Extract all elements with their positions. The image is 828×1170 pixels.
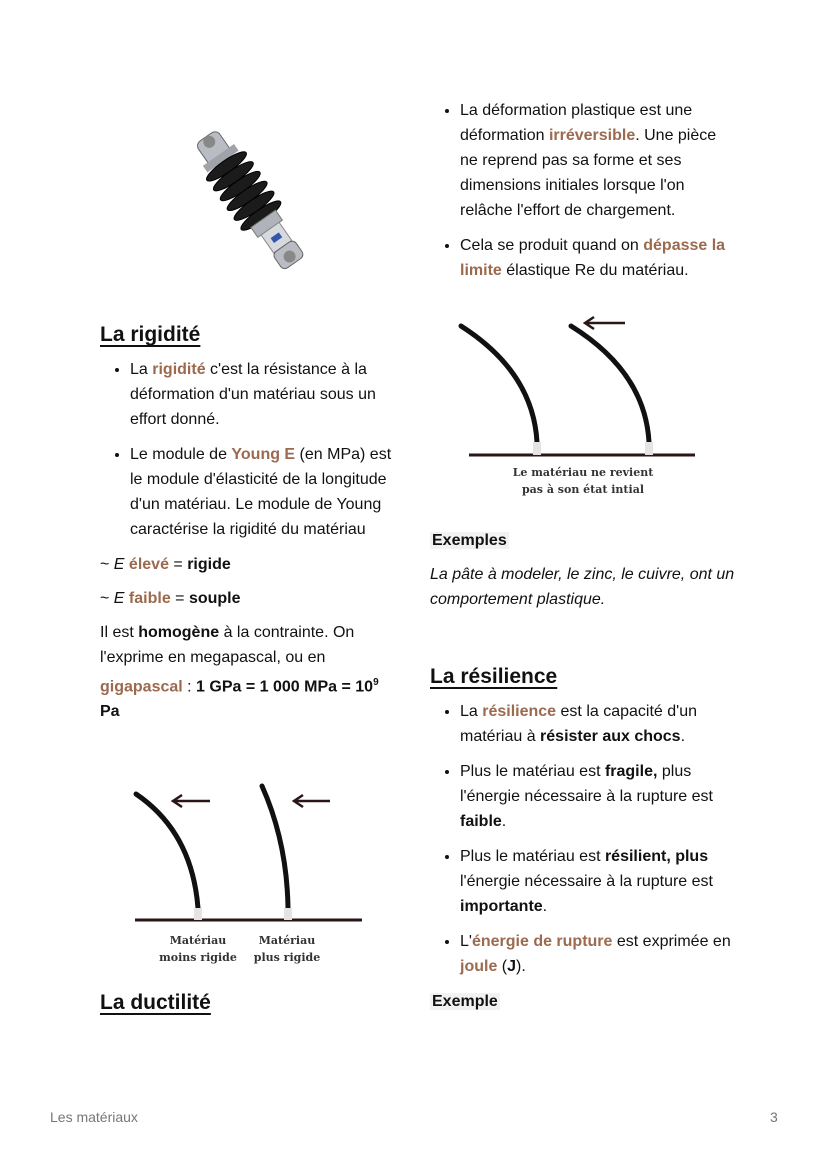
list-item: • La résilience est la capacité d'un matériau à résister aux chocs. xyxy=(460,699,740,749)
unit-paragraph: Il est homogène à la contrainte. On l'exprime en megapascal, ou en gigapascal : 1 GPa = 1 000 MPa = $10^9$ Pa xyxy=(100,624,379,721)
rigid-line: ~ E élevé = rigide xyxy=(100,556,231,573)
rigidity-figure xyxy=(130,780,370,930)
right-column-top xyxy=(430,98,735,293)
list-item: • La déformation plastique est une déformation irréversible. Une pièce ne reprend pas sa forme et ses dimensions initiales lorsque l'on relâche l'effort de chargement. xyxy=(460,98,735,223)
page-number: 3 xyxy=(770,1109,778,1125)
list-item: • L'énergie de rupture est exprimée en joule (J). xyxy=(460,929,740,979)
plastic-deformation-figure xyxy=(455,312,700,462)
exemple-heading: Exemple xyxy=(432,993,498,1010)
left-column xyxy=(100,322,400,724)
figure-caption: Matériau moins rigide xyxy=(159,934,237,964)
section-title-rigidite: La rigidité xyxy=(100,323,201,346)
souple-line: ~ E faible = souple xyxy=(100,590,241,607)
list-item: • Cela se produit quand on dépasse la limite élastique Re du matériau. xyxy=(460,233,735,283)
exemples-text: La pâte à modeler, le zinc, le cuivre, ont un comportement plastique. xyxy=(430,566,735,608)
list-item: • Le module de Young E (en MPa) est le module d'élasticité de la longitude d'un matériau. Le module de Young caractérise la rigidité du matériau xyxy=(130,442,400,542)
list-item: • Plus le matériau est fragile, plus l'énergie nécessaire à la rupture est faible. xyxy=(460,759,740,834)
plastique-list xyxy=(430,98,735,283)
rigidite-list xyxy=(100,357,400,542)
figure-caption: Le matériau ne revient pas à son état intial xyxy=(512,466,654,496)
footer-title: Les matériaux xyxy=(50,1109,138,1125)
shock-absorber-image xyxy=(165,115,335,285)
exemples-heading: Exemples xyxy=(432,532,507,549)
section-title-resilience: La résilience xyxy=(430,665,558,688)
resilience-list xyxy=(430,699,740,979)
list-item: • Plus le matériau est résilient, plus l'énergie nécessaire à la rupture est importante. xyxy=(460,844,740,919)
right-column-bottom xyxy=(430,528,740,1014)
list-item: • La rigidité c'est la résistance à la déformation d'un matériau sous un effort donné. xyxy=(130,357,400,432)
section-title-ductilite: La ductilité xyxy=(100,991,211,1014)
figure-caption: Matériau plus rigide xyxy=(253,934,321,964)
